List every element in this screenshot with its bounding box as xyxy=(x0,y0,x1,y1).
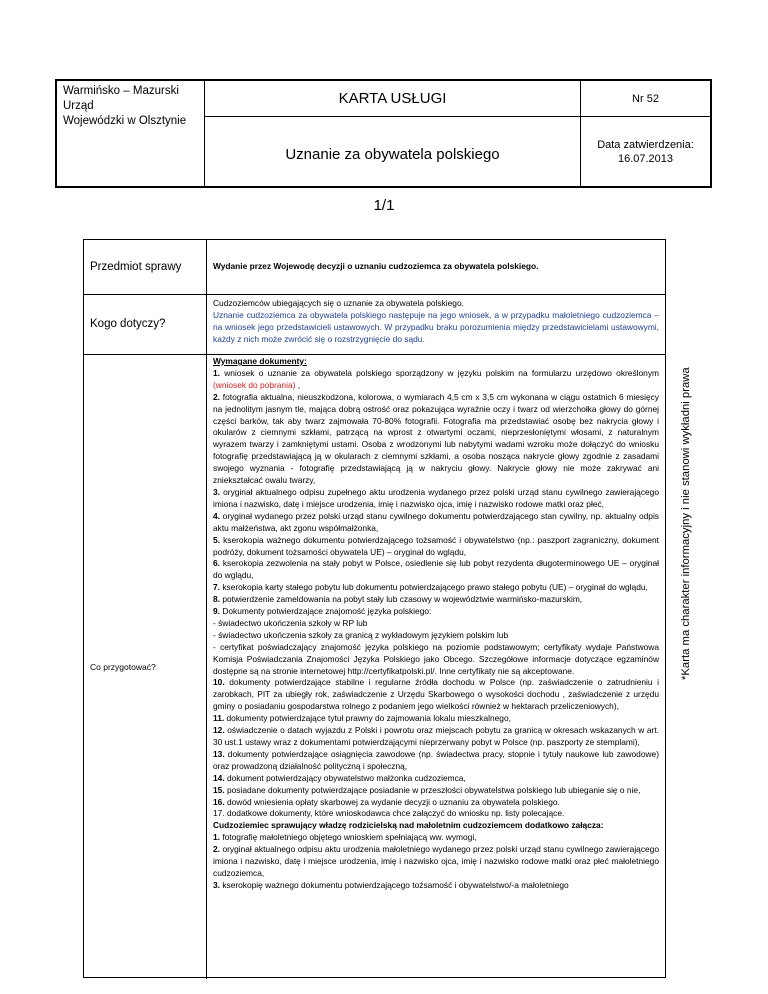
doc-item: 6. kserokopia zezwolenia na stały pobyt w Polsce, osiedlenie się lub pobyt rezydenta długoterminowego UE – oryginał do wglądu, xyxy=(213,558,659,581)
card-number: Nr 52 xyxy=(580,81,710,117)
approval-label: Data zatwierdzenia: xyxy=(597,138,694,151)
doc-item: 10. dokumenty potwierdzające stabilne i regularne źródła dochodu w Polsce (np. zaświadczenie o zatrudnieniu i zarobkach, PIT za ubiegły rok, zaświadczenie z Urzędu Skarbowego o wysokości dochodu , zaświadczenie z urzędu gminy o posiadaniu gospodarstwa rolnego z podaniem jego wielkości również w hektarach przeliczeniowych), xyxy=(213,677,659,712)
form-download-link[interactable]: (wniosek do pobrania) xyxy=(213,379,296,390)
minor-item: 1. fotografię małoletniego objętego wnioskiem spełniającą ww. wymogi, xyxy=(213,832,477,843)
disclaimer-side-note: *Karta ma charakter informacyjny i nie stanowi wykładni prawa xyxy=(680,367,692,680)
approval-date: 16.07.2013 xyxy=(617,152,674,165)
minor-item: 2. oryginał aktualnego odpisu aktu urodzenia małoletniego wydanego przez polski urząd stanu cywilnego zawierającego imiona i nazwisko, datę i miejsce urodzenia, imię i nazwisko ojca, imię i nazwisko rodowe matki oraz płeć małoletniego cudzoziemca, xyxy=(213,844,659,878)
doc-item: 7. kserokopia karty stałego pobytu lub dokumentu potwierdzającego prawo stałego pobytu (UE) – oryginał do wglądu, xyxy=(213,582,648,593)
institution-name xyxy=(57,81,205,186)
doc-item: 8. potwierdzenie zameldowania na pobyt stały lub czasowy w województwie warmińsko-mazurskim, xyxy=(213,594,583,605)
doc-item: 5. kserokopia ważnego dokumentu potwierdzającego tożsamość i obywatelstwo (np.: paszport zagraniczny, dokument podróży, dokument tożsamości obywatela UE) – oryginał do wglądu, xyxy=(213,534,659,557)
doc-item: 3. oryginał aktualnego odpisu zupełnego aktu urodzenia wydanego przez polski urząd stanu cywilnego zawierającego imiona i nazwisko, datę i miejsce urodzenia, imię i nazwisko ojca, imię i nazwisko rodowe matki oraz płeć, xyxy=(213,486,659,509)
doc-item: 12. oświadczenie o datach wyjazdu z Polski i powrotu oraz miejscach pobytu za granicą w okresach wskazanych w art. 30 ust.1 ustawy wraz z dokumentami potwierdzającymi nieprzerwany pobyt w Polsce (np. paszporty ze stemplami), xyxy=(213,725,659,747)
doc-item: 13. dokumenty potwierdzające osiągnięcia zawodowe (np. świadectwa pracy, stopnie i tytuły naukowe lub zawodowe) oraz prowadzoną działalność polityczną i społeczną, xyxy=(213,748,659,771)
prepare-label: Co przygotować? xyxy=(84,354,207,979)
page-number: 1/1 xyxy=(373,197,395,214)
institution-line-1: Warmińsko – Mazurski Urząd xyxy=(63,85,179,112)
subject-value: Wydanie przez Wojewodę decyzji o uznaniu cudzoziemca za obywatela polskiego. xyxy=(213,261,539,272)
subject-label: Przedmiot sprawy xyxy=(84,240,207,294)
doc-item: 15. posiadane dokumenty potwierdzające posiadanie w przeszłości obywatelstwa polskiego lub ubieganie się o nie, xyxy=(213,784,641,795)
doc-item: 4. oryginał wydanego przez polski urząd stanu cywilnego dokumentu potwierdzającego stan cywilny, np. aktualny odpis aktu małżeństwa, akt zgonu współmałżonka, xyxy=(213,510,659,533)
institution-line-2: Wojewódzki w Olsztynie xyxy=(63,115,187,127)
doc-item: 2. fotografia aktualna, nieuszkodzona, kolorowa, o wymiarach 4,5 cm x 3,5 cm wykonana w ciągu ostatnich 6 miesięcy na jednolitym jasnym tle, mająca dobrą ostrość oraz pokazująca wyraźnie oczy i twarz od wierzchołka głowy do górnej części barków, tak aby twarz zajmowała 70-80% fotografii. Fotografia ma przedstawiać osobę bez nakrycia głowy i okularów z ciemnymi szkłami, patrzącą na wprost z otwartymi oczami, nieprzesłoniętymi włosami, z naturalnym wyrazem twarzy i zamkniętymi ustami. Osoba z wrodzonymi lub nabytymi wadami wzroku może dołączyć do wniosku fotografię przedstawiającą ją w okularach z ciemnymi szkłami, a osoba nosząca nakrycie głowy zgodnie z zasadami swojego wyznania - fotografię przedstawiającą ją w nakryciu głowy. Nakrycie głowy nie może zakrywać ani zniekształcać owalu twarzy, xyxy=(213,391,659,486)
doc-item: 9. Dokumenty potwierdzające znajomość języka polskiego: xyxy=(213,606,432,617)
doc-item: 16. dowód wniesienia opłaty skarbowej za wydanie decyzji o uznaniu za obywatela polskiego. xyxy=(213,796,560,807)
doc-item: 14. dokument potwierdzający obywatelstwo małżonka cudzoziemca, xyxy=(213,772,466,783)
concerns-label: Kogo dotyczy? xyxy=(84,294,207,354)
doc-item: 1. wniosek o uznanie za obywatela polskiego sporządzony w języku polskim na formularzu urzędowo określonym (wniosek do pobrania) , xyxy=(213,367,659,390)
approval-date-cell xyxy=(580,117,710,186)
header-table xyxy=(55,79,712,188)
service-name: Uznanie za obywatela polskiego xyxy=(285,146,500,163)
prepare-value: Wymagane dokumenty: 1. wniosek o uznanie za obywatela polskiego sporządzony w języku polskim na formularzu urzędowo określonym (wniosek do pobrania) , 2. fotografia aktualna, nieuszkodzona, kolorowa, o wymiarach 4,5 cm x 3,5 cm wykonana w ciągu ostatnich 6 miesięcy na jednolitym jasnym tle, mająca dobrą ostrość oraz pokazująca wyraźnie oczy i twarz od wierzchołka głowy do górnej części barków, tak aby twarz zajmowała 70-80% fotografii. Fotografia ma przedstawiać osobę bez nakrycia głowy i okularów z ciemnymi szkłami, patrzącą na wprost z otwartymi oczami, nieprzesłoniętymi włosami, z naturalnym wyrazem twarzy i zamkniętymi ustami. Osoba z wrodzonymi lub nabytymi wadami wzroku może dołączyć do wniosku fotografię przedstawiającą ją w okularach z ciemnymi szkłami, a osoba nosząca nakrycie głowy zgodnie z zasadami swojego wyznania - fotografię przedstawiającą ją w nakryciu głowy. Nakrycie głowy nie może zakrywać ani zniekształcać owalu twarzy, 3. oryginał aktualnego odpisu zupełnego aktu urodzenia wydanego przez polski urząd stanu cywilnego zawierającego imiona i nazwisko, datę i miejsce urodzenia, imię i nazwisko ojca, imię i nazwisko rodowe matki oraz płeć, 4. oryginał wydanego przez polski urząd stanu cywilnego dokumentu potwierdzającego stan cywilny, np. aktualny odpis aktu małżeństwa, akt zgonu współmałżonka, 5. kserokopia ważnego dokumentu potwierdzającego tożsamość i obywatelstwo (np.: paszport zagraniczny, dokument podróży, dokument tożsamości obywatela UE) – oryginał do wglądu, 6. kserokopia zezwolenia na stały pobyt w Polsce, osiedlenie się lub pobyt rezydenta długoterminowego UE – oryginał do wglądu, 7. kserokopia karty stałego pobytu lub dokumentu potwierdzającego prawo stałego pobytu (UE) – oryginał do wglądu, 8. potwierdzenie zameldowania na pobyt stały lub czasowy w województwie warmińsko-mazurskim, 9. Dokumenty potwierdzające znajomość języka polskiego: - świadectwo ukończenia szkoły w RP lub - świadectwo ukończenia szkoły za granicą z wykładowym językiem polskim lub - certyfikat poświadczający znajomość języka polskiego na poziomie podstawowym; certyfikaty wydaje Państwowa Komisja Poświadczania Znajomości Języka Polskiego jako Obcego. Szczegółowe informacje dotyczące egzaminów dostępne są na stronie internetowej http://certyfikatpolski.pl/. Inne certyfikaty nie są akceptowane. 10. dokumenty potwierdzające stabilne i regularne źródła dochodu w Polsce (np. zaświadczenie o zatrudnieniu i zarobkach, PIT za ubiegły rok, zaświadczenie z Urzędu Skarbowego o wysokości dochodu , zaświadczenie z urzędu gminy o posiadaniu gospodarstwa rolnego z podaniem jego wielkości również w hektarach przeliczeniowych), 11. dokumenty potwierdzające tytuł prawny do zajmowania lokalu mieszkalnego, 12. oświadczenie o datach wyjazdu z Polski i powrotu oraz miejscach pobytu za granicą w okresach wskazanych w art. 30 ust.1 ustawy wraz z dokumentami potwierdzającymi nieprzerwany pobyt w Polsce (np. paszporty ze stemplami), 13. dokumenty potwierdzające osiągnięcia zawodowe (np. świadectwa pracy, stopnie i tytuły naukowe lub zawodowe) oraz prowadzoną działalność polityczną i społeczną, 14. dokument potwierdzający obywatelstwo małżonka cudzoziemca, 15. posiadane dokumenty potwierdzające posiadanie w przeszłości obywatelstwa polskiego lub ubieganie się o nie, 16. dowód wniesienia opłaty skarbowej za wydanie decyzji o uznaniu za obywatela polskiego. 17. dodatkowe dokumenty, które wnioskodawca chce załączyć do wniosku np. listy polecające. Cudzoziemiec sprawujący władzę rodzicielską nad małoletnim cudzoziemcem dodatkowo załącza: 1. fotografię małoletniego objętego wnioskiem spełniającą ww. wymogi, 2. oryginał aktualnego odpisu aktu urodzenia małoletniego wydanego przez polski urząd stanu cywilnego zawierającego imiona i nazwisko, datę i miejsce urodzenia, imię i nazwisko ojca, imię i nazwisko rodowe matki oraz płeć małoletniego cudzoziemca, 3. kserokopię ważnego dokumentu potwierdzającego tożsamość i obywatelstwo/-a małoletniego xyxy=(213,356,659,890)
minor-item: 3. kserokopię ważnego dokumentu potwierdzającego tożsamość i obywatelstwo/-a małoletniego xyxy=(213,879,569,890)
doc-item: 11. dokumenty potwierdzające tytuł prawny do zajmowania lokalu mieszkalnego, xyxy=(213,713,511,724)
service-details-table xyxy=(83,239,666,978)
card-title: KARTA USŁUGI xyxy=(205,81,580,117)
concerns-value: Cudzoziemców ubiegających się o uznanie za obywatela polskiego. Uznanie cudzoziemca za obywatela polskiego następuje na jego wniosek, a w przypadku małoletniego cudzoziemca – na wniosek jego przedstawicieli ustawowych. W przypadku braku porozumienia między przedstawicielami ustawowymi, każdy z nich może zwrócić się o rozstrzygnięcie do sądu. xyxy=(213,298,659,344)
